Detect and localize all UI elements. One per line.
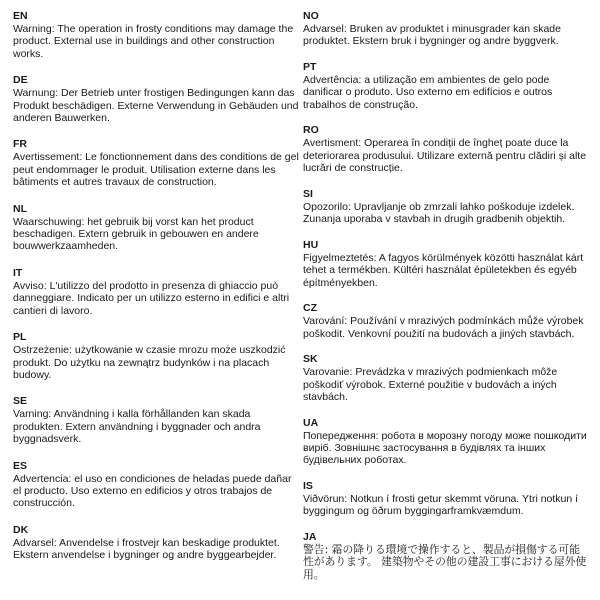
language-code: SE xyxy=(13,395,28,408)
language-code: JA xyxy=(303,531,317,544)
warning-entry-dk xyxy=(13,524,301,562)
warning-entry-nl xyxy=(13,203,301,253)
warning-text: Advarsel: Anvendelse i frostvejr kan beskadige produktet. Ekstern anvendelse i bygninger og andre byggearbejder. xyxy=(13,536,280,562)
language-code: FR xyxy=(13,138,27,151)
language-code: DE xyxy=(13,74,28,87)
warning-entry-hu xyxy=(303,239,588,289)
warning-entry-cz xyxy=(303,302,588,340)
language-code: HU xyxy=(303,238,319,251)
language-code: PL xyxy=(13,331,27,344)
warning-text: Opozorilo: Upravljanje ob zmrzali lahko poškoduje izdelek. Zunanja uporaba v stavbah in drugih gradbenih objektih. xyxy=(303,200,575,226)
warning-text: 警告: 霜の降りる環境で操作すると、製品が損傷する可能性があります。 建築物やその他の建設工事における屋外使用。 xyxy=(303,543,587,581)
warning-text: Advarsel: Bruken av produktet i minusgrader kan skade produktet. Ekstern bruk i bygninger og andre byggverk. xyxy=(303,23,561,48)
warning-entry-pl xyxy=(13,331,301,381)
warning-text: Varování: Používání v mrazivých podmínkách může výrobek poškodit. Venkovní použití na budovách a jiných stavbách. xyxy=(303,315,584,340)
warning-entry-de xyxy=(13,74,301,124)
language-code: IT xyxy=(13,266,23,279)
warning-entry-no xyxy=(303,10,588,48)
language-code: RO xyxy=(303,124,319,137)
language-code: EN xyxy=(13,10,28,22)
warning-text: Advertencia: el uso en condiciones de heladas puede dañar el producto. Uso externo en edificios y otros trabajos de construcción. xyxy=(13,472,292,510)
warning-entry-ro xyxy=(303,124,588,174)
language-code: NL xyxy=(13,202,27,215)
language-code: DK xyxy=(13,523,29,536)
warning-text: Warning: The operation in frosty conditions may damage the product. External use in buildings and other construction works. xyxy=(13,23,294,60)
language-code: UA xyxy=(303,416,319,429)
warning-text: Varovanie: Prevádzka v mrazivých podmienkach môže poškodiť výrobok. Externé použitie v budovách a iných stavbách. xyxy=(303,366,558,404)
warning-text: Avertissement: Le fonctionnement dans des conditions de gel peut endommager le produit. Utilisation externe dans les bâtiments et autres travaux de construction. xyxy=(13,151,299,189)
warning-entry-sk xyxy=(303,353,588,403)
warning-entry-se xyxy=(13,395,301,445)
language-code: SI xyxy=(303,187,313,200)
warning-entry-it xyxy=(13,267,301,317)
warning-entry-ua xyxy=(303,417,588,467)
warning-text: Figyelmeztetés: A fagyos körülmények közötti használat kárt tehet a termékben. Kültéri használat épületekben és egyéb építményekben. xyxy=(303,251,584,289)
warning-entry-is xyxy=(303,480,588,518)
warning-text: Попередження: робота в морозну погоду може пошкодити виріб. Зовнішнє застосування в будівлях та інших будівельних роботах. xyxy=(303,429,587,467)
language-code: NO xyxy=(303,10,319,22)
warning-text: Advertência: a utilização em ambientes de gelo pode danificar o produto. Uso externo em edifícios e outros trabalhos de construção. xyxy=(303,74,553,111)
warning-entry-es xyxy=(13,460,301,510)
warning-text: Avertisment: Operarea în condiții de îngheț poate duce la deteriorarea produsului. Utilizare externă pentru clădiri și alte lucrări de construcție. xyxy=(303,137,587,175)
language-code: ES xyxy=(13,459,28,472)
right-column xyxy=(303,10,588,594)
warning-entry-si xyxy=(303,188,588,226)
warning-entry-pt xyxy=(303,61,588,111)
warning-text: Warnung: Der Betrieb unter frostigen Bedingungen kann das Produkt beschädigen. Externe Verwendung in Gebäuden und anderen Bauwerken. xyxy=(13,87,299,125)
language-code: SK xyxy=(303,353,318,366)
language-code: PT xyxy=(303,61,317,73)
left-column xyxy=(13,10,301,576)
warning-entry-fr xyxy=(13,138,301,188)
warning-text: Waarschuwing: het gebruik bij vorst kan het product beschadigen. Extern gebruik in gebouwen en andere bouwwerkzaamheden. xyxy=(13,215,259,253)
warning-text: Avviso: L'utilizzo del prodotto in presenza di ghiaccio può danneggiare. Indicato per un utilizzo esterno in edifici e altri cantieri di lavoro. xyxy=(13,279,290,317)
warning-text: Viðvörun: Notkun í frosti getur skemmt vöruna. Ytri notkun í byggingum og öðrum byggingarframkvæmdum. xyxy=(303,493,579,518)
warning-text: Varning: Användning i kalla förhållanden kan skada produkten. Extern användning i byggnader och andra byggnadsverk. xyxy=(13,408,261,446)
warning-entry-ja xyxy=(303,531,588,581)
warning-entry-en xyxy=(13,10,301,60)
language-code: IS xyxy=(303,480,313,493)
language-code: CZ xyxy=(303,302,317,315)
warning-text: Ostrzeżenie: użytkowanie w czasie mrozu może uszkodzić produkt. Do użytku na zewnątrz budynków i na placach budowy. xyxy=(13,344,286,381)
